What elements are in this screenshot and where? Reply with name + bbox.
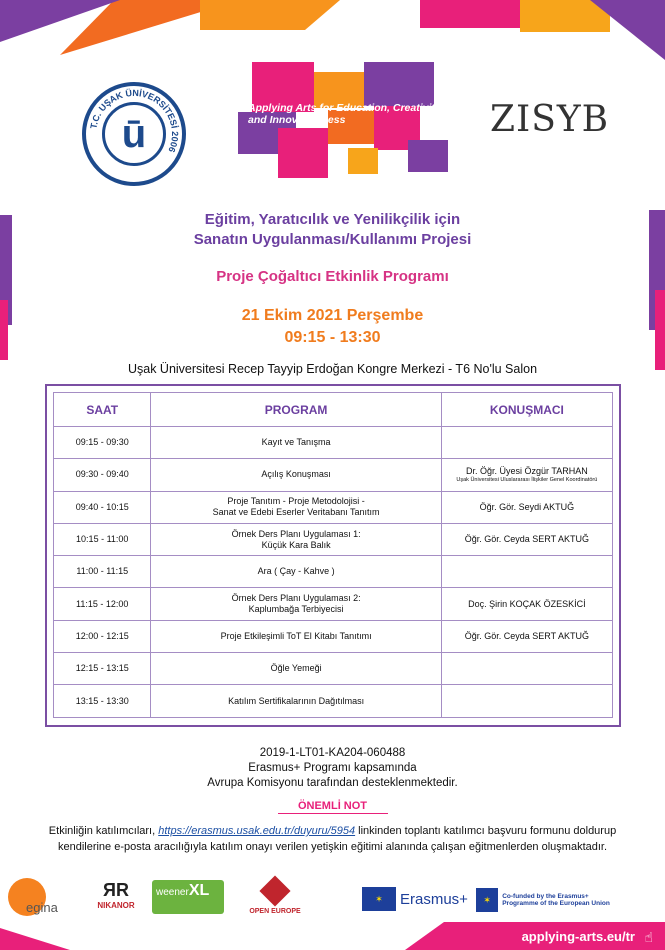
table-row bbox=[54, 653, 613, 685]
event-date: 21 Ekim 2021 Perşembe bbox=[241, 307, 424, 324]
funding-info bbox=[0, 746, 665, 791]
applying-arts-caption: Applying Arts for Education, Creativity and Innovativeness bbox=[248, 102, 441, 126]
nikanor-mark-icon: ЯR bbox=[103, 880, 129, 900]
funding-line3: Avrupa Komisyonu tarafından desteklenmektedir. bbox=[207, 777, 458, 789]
row-time: 13:15 - 13:30 bbox=[54, 685, 151, 717]
program-line: Sanat ve Edebi Eserler Veritabanı Tanıtım bbox=[212, 507, 380, 518]
row-speaker bbox=[441, 523, 612, 555]
row-program bbox=[151, 556, 441, 588]
row-program bbox=[151, 491, 441, 523]
table-row bbox=[54, 620, 613, 652]
decor-shape bbox=[420, 0, 530, 28]
row-speaker bbox=[441, 556, 612, 588]
row-speaker bbox=[441, 491, 612, 523]
eu-flag-icon: ✶ bbox=[476, 888, 498, 912]
svg-text:T.C. UŞAK ÜNİVERSİTESİ 2006: T.C. UŞAK ÜNİVERSİTESİ 2006 bbox=[88, 87, 181, 154]
cofunded-text: Co-funded by the Erasmus+ Programme of the European Union bbox=[502, 892, 610, 907]
row-program bbox=[151, 427, 441, 459]
table-row bbox=[54, 427, 613, 459]
nikanor-logo bbox=[92, 880, 140, 920]
program-line: Katılım Sertifikalarının Dağıtılması bbox=[228, 695, 365, 706]
weenerxl-logo bbox=[152, 880, 224, 914]
row-program bbox=[151, 685, 441, 717]
row-time: 10:15 - 11:00 bbox=[54, 523, 151, 555]
eu-flag-icon: ✶ bbox=[362, 887, 396, 911]
table-row bbox=[54, 588, 613, 620]
project-code: 2019-1-LT01-KA204-060488 bbox=[259, 747, 406, 759]
program-line: Kaplumbağa Terbiyecisi bbox=[248, 604, 344, 615]
open-europe-text: OPEN EUROPE bbox=[249, 908, 301, 915]
table-row bbox=[54, 556, 613, 588]
row-program bbox=[151, 653, 441, 685]
program-title: Proje Çoğaltıcı Etkinlik Programı bbox=[216, 268, 449, 285]
nikanor-text: NIKANOR bbox=[97, 901, 135, 910]
table-row bbox=[54, 685, 613, 717]
egina-logo bbox=[8, 878, 78, 918]
note-paragraph bbox=[40, 823, 625, 855]
row-time: 09:15 - 09:30 bbox=[54, 427, 151, 459]
program-line: Örnek Ders Planı Uygulaması 2: bbox=[231, 593, 361, 604]
decor-shape bbox=[0, 928, 70, 950]
project-title bbox=[0, 210, 665, 250]
program-line: Kayıt ve Tanışma bbox=[261, 437, 331, 448]
row-time: 12:00 - 12:15 bbox=[54, 620, 151, 652]
header-speaker: KONUŞMACI bbox=[441, 393, 612, 427]
zisyb-logo bbox=[490, 95, 625, 143]
speaker-name: Öğr. Gör. Seydi AKTUĞ bbox=[479, 501, 575, 512]
erasmus-plus-logo bbox=[362, 886, 472, 912]
decor-shape bbox=[200, 0, 340, 30]
program-line: Örnek Ders Planı Uygulaması 1: bbox=[231, 528, 361, 539]
note-text-before: Etkinliğin katılımcıları, bbox=[48, 825, 159, 837]
row-speaker bbox=[441, 653, 612, 685]
header-program: PROGRAM bbox=[151, 393, 441, 427]
note-underline bbox=[278, 813, 388, 814]
row-program bbox=[151, 620, 441, 652]
open-europe-diamond-icon bbox=[259, 875, 290, 906]
speaker-title: Uşak Üniversitesi Uluslararası İlişkiler Genel Koordinatörü bbox=[456, 476, 598, 483]
table-row bbox=[54, 523, 613, 555]
program-line: Ara ( Çay - Kahve ) bbox=[257, 566, 335, 577]
row-program bbox=[151, 588, 441, 620]
hand-cursor-icon: ☝ bbox=[644, 929, 653, 945]
row-speaker bbox=[441, 427, 612, 459]
speaker-name: Öğr. Gör. Ceyda SERT AKTUĞ bbox=[464, 534, 589, 545]
row-speaker bbox=[441, 620, 612, 652]
program-line: Öğle Yemeği bbox=[270, 663, 322, 674]
event-venue: Uşak Üniversitesi Recep Tayyip Erdoğan Kongre Merkezi - T6 No'lu Salon bbox=[127, 362, 538, 376]
row-program bbox=[151, 459, 441, 491]
speaker-name: Doç. Şirin KOÇAK ÖZESKİCİ bbox=[468, 598, 586, 609]
program-line: Açılış Konuşması bbox=[261, 469, 331, 480]
zisyb-logo-text: ZISYB bbox=[490, 98, 610, 140]
footer-url[interactable]: applying-arts.eu/tr bbox=[521, 929, 635, 944]
event-time: 09:15 - 13:30 bbox=[284, 329, 381, 346]
erasmus-text: Erasmus+ bbox=[400, 890, 468, 908]
header-time: SAAT bbox=[54, 393, 151, 427]
table-row bbox=[54, 491, 613, 523]
row-speaker bbox=[441, 459, 612, 491]
speaker-name: Öğr. Gör. Ceyda SERT AKTUĞ bbox=[464, 630, 589, 641]
funding-line2: Erasmus+ Programı kapsamında bbox=[248, 762, 417, 774]
project-title-line2: Sanatın Uygulanması/Kullanımı Projesi bbox=[193, 231, 472, 248]
table-header-row bbox=[54, 393, 613, 427]
weener-text: weener bbox=[156, 887, 189, 898]
schedule-table bbox=[53, 392, 613, 718]
event-date-time bbox=[0, 305, 665, 349]
open-europe-logo bbox=[240, 876, 310, 920]
program-line: Küçük Kara Balık bbox=[261, 539, 331, 550]
row-time: 11:00 - 11:15 bbox=[54, 556, 151, 588]
program-line: Proje Etkileşimli ToT El Kitabı Tanıtımı bbox=[220, 630, 372, 641]
project-title-line1: Eğitim, Yaratıcılık ve Yenilikçilik için bbox=[204, 211, 461, 228]
usak-mark-icon: ū bbox=[121, 112, 147, 156]
note-text-after: linkinden toplantı katılımcı başvuru formunu doldurup kendilerine e-posta aracılığıyla katılım onayı verilen yetişkin eğitimi alanında çalışan eğitmenlerden oluşmaktadır. bbox=[57, 825, 617, 853]
egina-text: egina bbox=[26, 900, 58, 915]
weener-xl-text: XL bbox=[188, 882, 210, 899]
row-time: 12:15 - 13:15 bbox=[54, 653, 151, 685]
applying-arts-logo bbox=[238, 62, 441, 182]
cofunded-eu-logo bbox=[476, 886, 626, 914]
row-program bbox=[151, 523, 441, 555]
program-line: Proje Tanıtım - Proje Metodolojisi - bbox=[227, 496, 365, 507]
table-row bbox=[54, 459, 613, 491]
speaker-name: Dr. Öğr. Üyesi Özgür TARHAN bbox=[466, 465, 588, 476]
row-time: 09:40 - 10:15 bbox=[54, 491, 151, 523]
row-speaker bbox=[441, 588, 612, 620]
row-speaker bbox=[441, 685, 612, 717]
usak-university-logo bbox=[82, 82, 186, 186]
important-note-title: ÖNEMLİ NOT bbox=[297, 800, 368, 812]
row-time: 11:15 - 12:00 bbox=[54, 588, 151, 620]
schedule-table-frame bbox=[45, 384, 621, 727]
row-time: 09:30 - 09:40 bbox=[54, 459, 151, 491]
registration-link[interactable]: https://erasmus.usak.edu.tr/duyuru/5954 bbox=[158, 825, 356, 837]
